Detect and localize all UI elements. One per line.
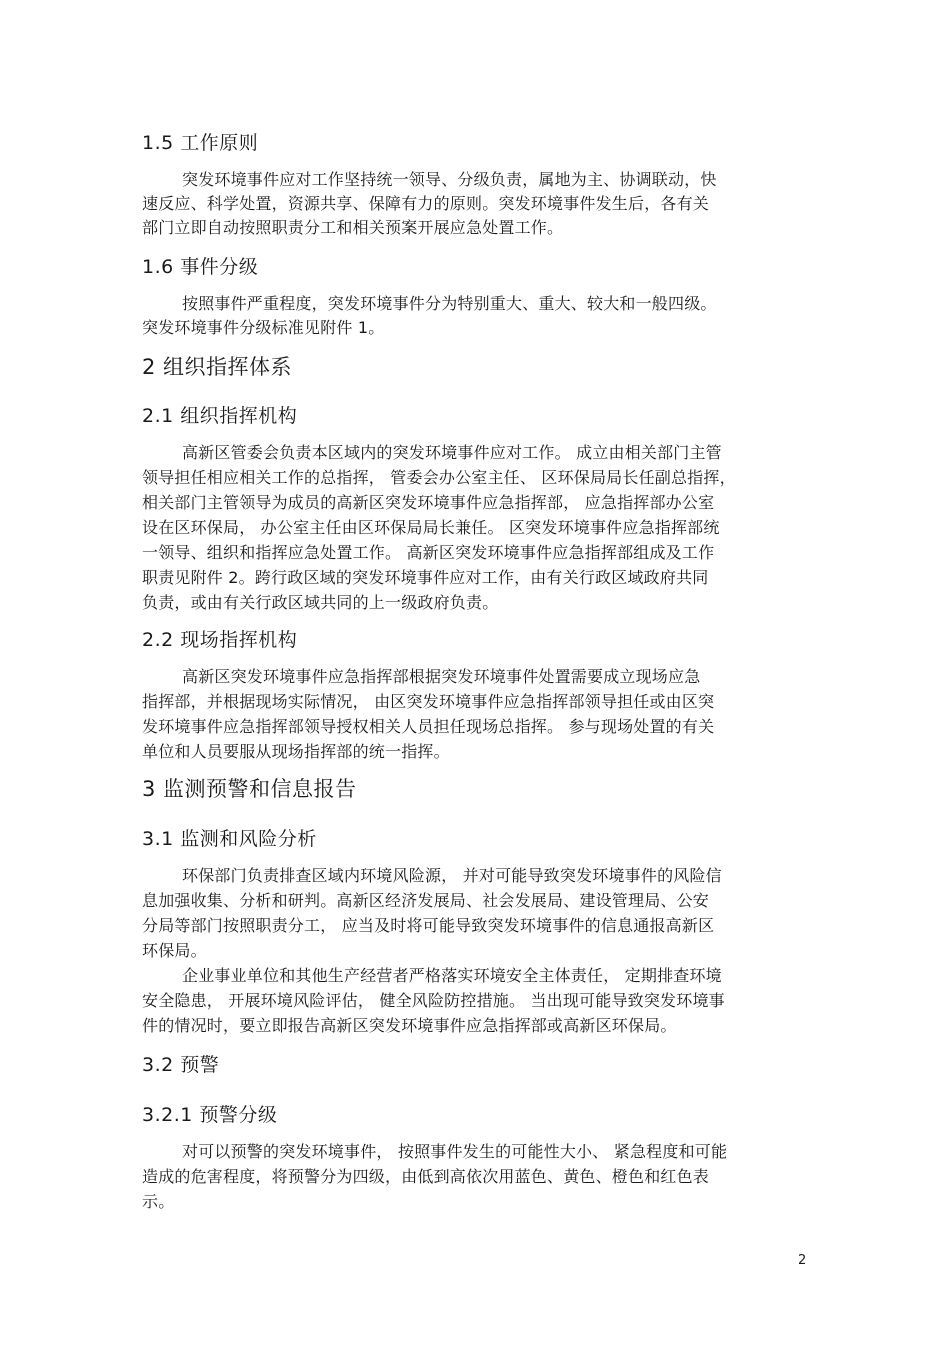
paragraph-line: 件的情况时，要立即报告高新区突发环境事件应急指挥部或高新区环保局。	[142, 1016, 677, 1035]
paragraph-line: 环保部门负责排查区域内环境风险源， 并对可能导致突发环境事件的风险信	[182, 866, 722, 885]
paragraph-line: 对可以预警的突发环境事件， 按照事件发生的可能性大小、 紧急程度和可能	[182, 1142, 728, 1161]
paragraph-line: 相关部门主管领导为成员的高新区突发环境事件应急指挥部， 应急指挥部办公室	[142, 493, 715, 512]
section-heading-3-2: 3.2 预警	[142, 1054, 220, 1076]
paragraph-line: 安全隐患， 开展环境风险评估， 健全风险防控措施。 当出现可能导致突发环境事	[142, 991, 725, 1010]
paragraph-line: 部门立即自动按照职责分工和相关预案开展应急处置工作。	[142, 218, 564, 237]
paragraph-line: 领导担任相应相关工作的总指挥， 管委会办公室主任、 区环保局局长任副总指挥，	[142, 468, 736, 487]
paragraph-line: 示。	[142, 1192, 175, 1211]
paragraph-line: 单位和人员要服从现场指挥部的统一指挥。	[142, 742, 450, 761]
chapter-heading-2: 2 组织指挥体系	[142, 355, 293, 379]
section-heading-2-2: 2.2 现场指挥机构	[142, 629, 298, 651]
paragraph-line: 高新区突发环境事件应急指挥部根据突发环境事件处置需要成立现场应急	[182, 667, 701, 686]
paragraph-line: 一领导、组织和指挥应急处置工作。 高新区突发环境事件应急指挥部组成及工作	[142, 543, 715, 562]
section-heading-2-1: 2.1 组织指挥机构	[142, 405, 298, 427]
paragraph-line: 负责，或由有关行政区域共同的上一级政府负责。	[142, 593, 499, 612]
paragraph-line: 息加强收集、分析和研判。高新区经济发展局、社会发展局、建设管理局、公安	[142, 891, 710, 910]
paragraph-line: 指挥部，并根据现场实际情况， 由区突发环境事件应急指挥部领导担任或由区突	[142, 692, 715, 711]
paragraph-line: 造成的危害程度，将预警分为四级，由低到高依次用蓝色、黄色、橙色和红色表	[142, 1167, 710, 1186]
chapter-heading-3: 3 监测预警和信息报告	[142, 777, 357, 801]
paragraph-line: 按照事件严重程度，突发环境事件分为特别重大、重大、较大和一般四级。	[182, 294, 717, 313]
section-heading-1-5: 1.5 工作原则	[142, 132, 259, 154]
paragraph-line: 发环境事件应急指挥部领导授权相关人员担任现场总指挥。 参与现场处置的有关	[142, 717, 715, 736]
paragraph-line: 突发环境事件分级标准见附件 1。	[142, 318, 385, 337]
paragraph-line: 分局等部门按照职责分工， 应当及时将可能导致突发环境事件的信息通报高新区	[142, 916, 715, 935]
paragraph-line: 企业事业单位和其他生产经营者严格落实环境安全主体责任， 定期排查环境	[182, 966, 722, 985]
page-number: 2	[798, 1253, 807, 1268]
section-heading-3-1: 3.1 监测和风险分析	[142, 828, 317, 850]
paragraph-line: 设在区环保局， 办公室主任由区环保局局长兼任。 区突发环境事件应急指挥部统	[142, 518, 720, 537]
paragraph-line: 职责见附件 2。跨行政区域的突发环境事件应对工作，由有关行政区域政府共同	[142, 568, 709, 587]
paragraph-line: 环保局。	[142, 941, 207, 960]
section-heading-3-2-1: 3.2.1 预警分级	[142, 1104, 278, 1126]
paragraph-line: 突发环境事件应对工作坚持统一领导、分级负责，属地为主、协调联动，快	[182, 170, 717, 189]
paragraph-line: 速反应、科学处置，资源共享、保障有力的原则。突发环境事件发生后，各有关	[142, 194, 710, 213]
paragraph-line: 高新区管委会负责本区域内的突发环境事件应对工作。 成立由相关部门主管	[182, 443, 722, 462]
section-heading-1-6: 1.6 事件分级	[142, 256, 259, 278]
